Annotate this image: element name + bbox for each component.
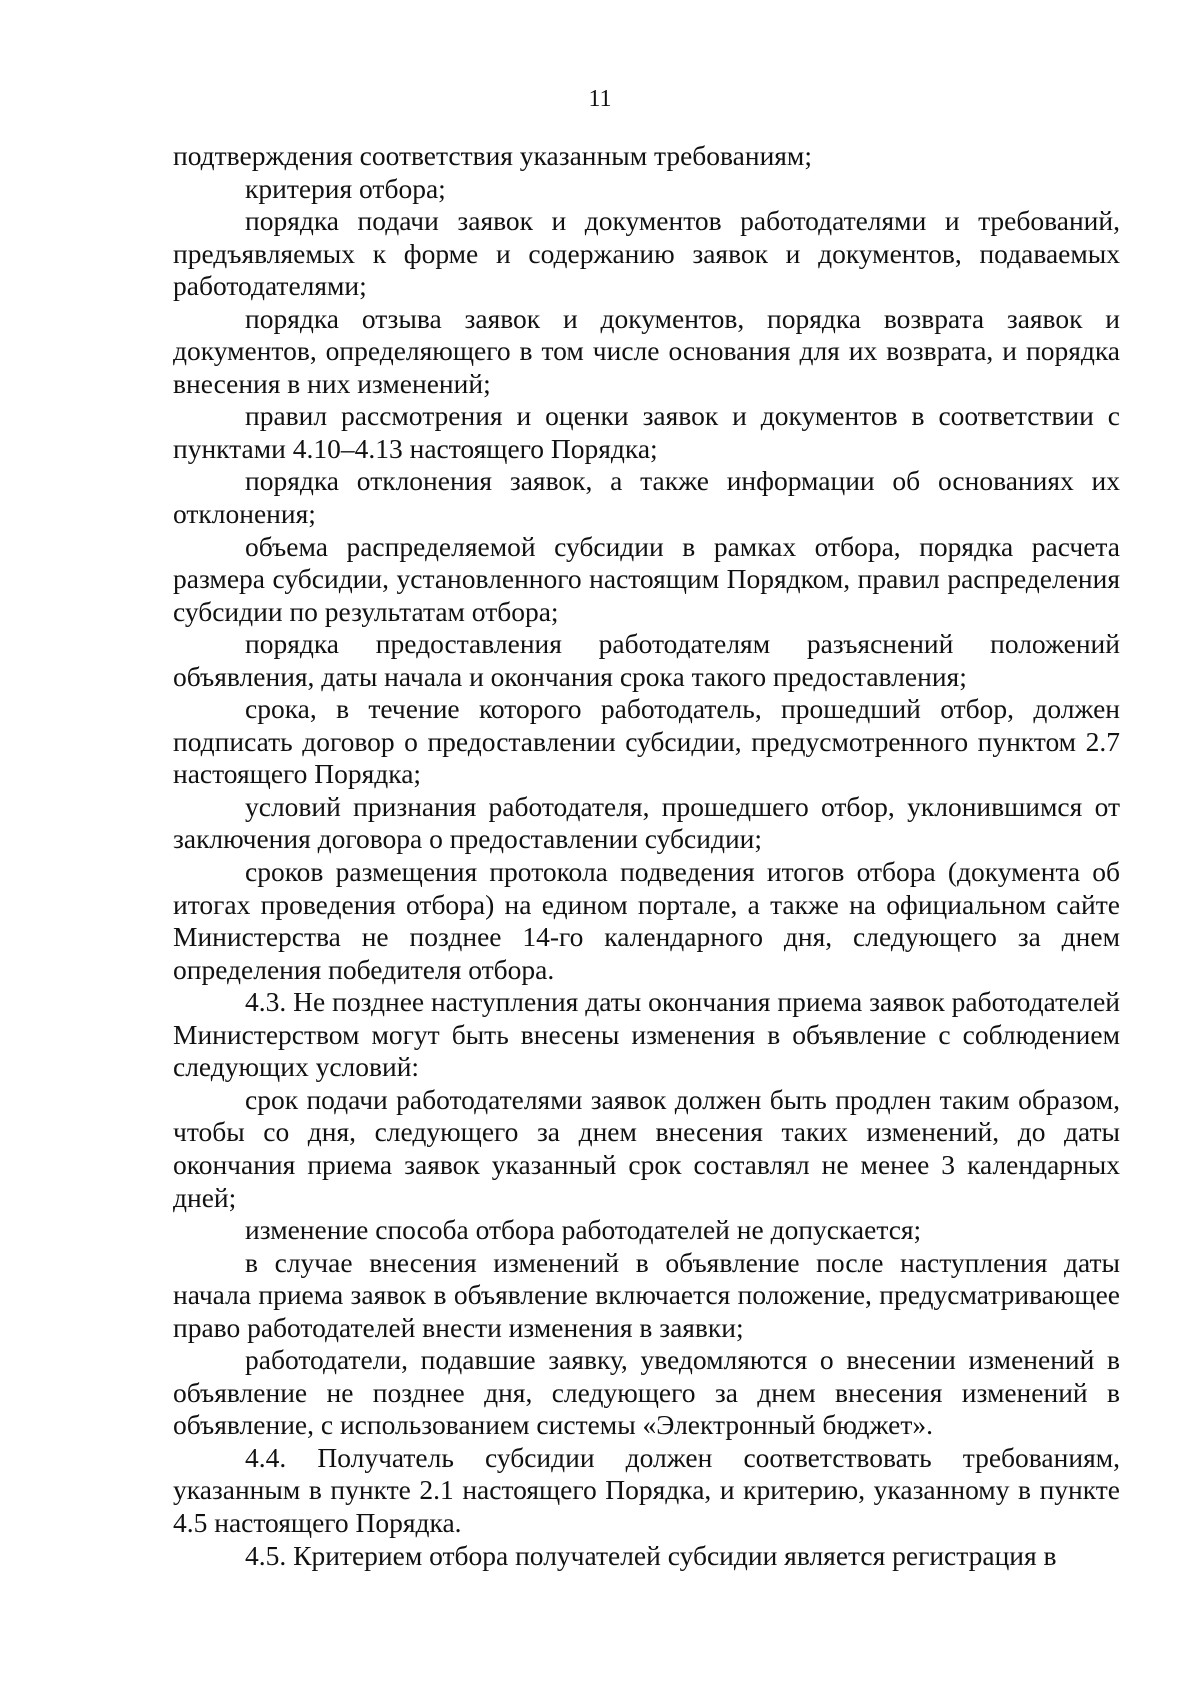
paragraph-11: сроков размещения протокола подведения итогов отбора (документа об итогах проведения отбора) на едином портале, а также на официальном сайте Министерства не позднее 14-го календарного дня, следующего за днем определения победителя отбора. [173, 856, 1120, 985]
paragraph-8: порядка предоставления работодателям разъяснений положений объявления, даты начала и окончания срока такого предоставления; [173, 628, 1120, 692]
paragraph-1: подтверждения соответствия указанным требованиям; [173, 140, 812, 171]
paragraph-2: критерия отбора; [245, 172, 446, 204]
paragraph-10: условий признания работодателя, прошедшего отбор, уклонившимся от заключения договора о предоставлении субсидии; [173, 790, 1120, 855]
paragraph-15: в случае внесения изменений в объявление после наступления даты начала приема заявок в объявление включается положение, предусматривающее право работодателей внести изменения в заявки; [173, 1246, 1120, 1343]
paragraph-17: 4.4. Получатель субсидии должен соответствовать требованиям, указанным в пункте 2.1 настоящего Порядка, и критерию, указанному в пункте 4.5 настоящего Порядка. [173, 1441, 1120, 1538]
paragraph-9: срока, в течение которого работодатель, прошедший отбор, должен подписать договор о предоставлении субсидии, предусмотренного пунктом 2.7 настоящего Порядка; [173, 693, 1120, 790]
paragraph-13: срок подачи работодателями заявок должен быть продлен таким образом, чтобы со дня, следующего за днем внесения таких изменений, до даты окончания приема заявок указанный срок составлял не менее 3 календарных дней; [173, 1083, 1120, 1213]
paragraph-12: 4.3. Не позднее наступления даты окончания приема заявок работодателей Министерством могут быть внесены изменения в объявление с соблюдением следующих условий: [173, 986, 1120, 1083]
page-number: 11 [588, 86, 612, 112]
paragraph-5: правил рассмотрения и оценки заявок и документов в соответствии с пунктами 4.10–4.13 настоящего Порядка; [173, 400, 1120, 464]
paragraph-14: изменение способа отбора работодателей не допускается; [245, 1214, 922, 1246]
paragraph-18: 4.5. Критерием отбора получателей субсидии является регистрация в [245, 1539, 1057, 1571]
document-body [173, 140, 1120, 1572]
paragraph-16: работодатели, подавшие заявку, уведомляются о внесении изменений в объявление не позднее дня, следующего за днем внесения изменений в объявление, с использованием системы «Электронный бюджет». [173, 1344, 1120, 1441]
paragraph-4: порядка отзыва заявок и документов, порядка возврата заявок и документов, определяющего в том числе основания для их возврата, и порядка внесения в них изменений; [173, 302, 1120, 399]
paragraph-3: порядка подачи заявок и документов работодателями и требований, предъявляемых к форме и содержанию заявок и документов, подаваемых работодателями; [173, 205, 1120, 302]
paragraph-7: объема распределяемой субсидии в рамках отбора, порядка расчета размера субсидии, установленного настоящим Порядком, правил распределения субсидии по результатам отбора; [173, 530, 1120, 627]
paragraph-6: порядка отклонения заявок, а также информации об основаниях их отклонения; [173, 465, 1120, 530]
